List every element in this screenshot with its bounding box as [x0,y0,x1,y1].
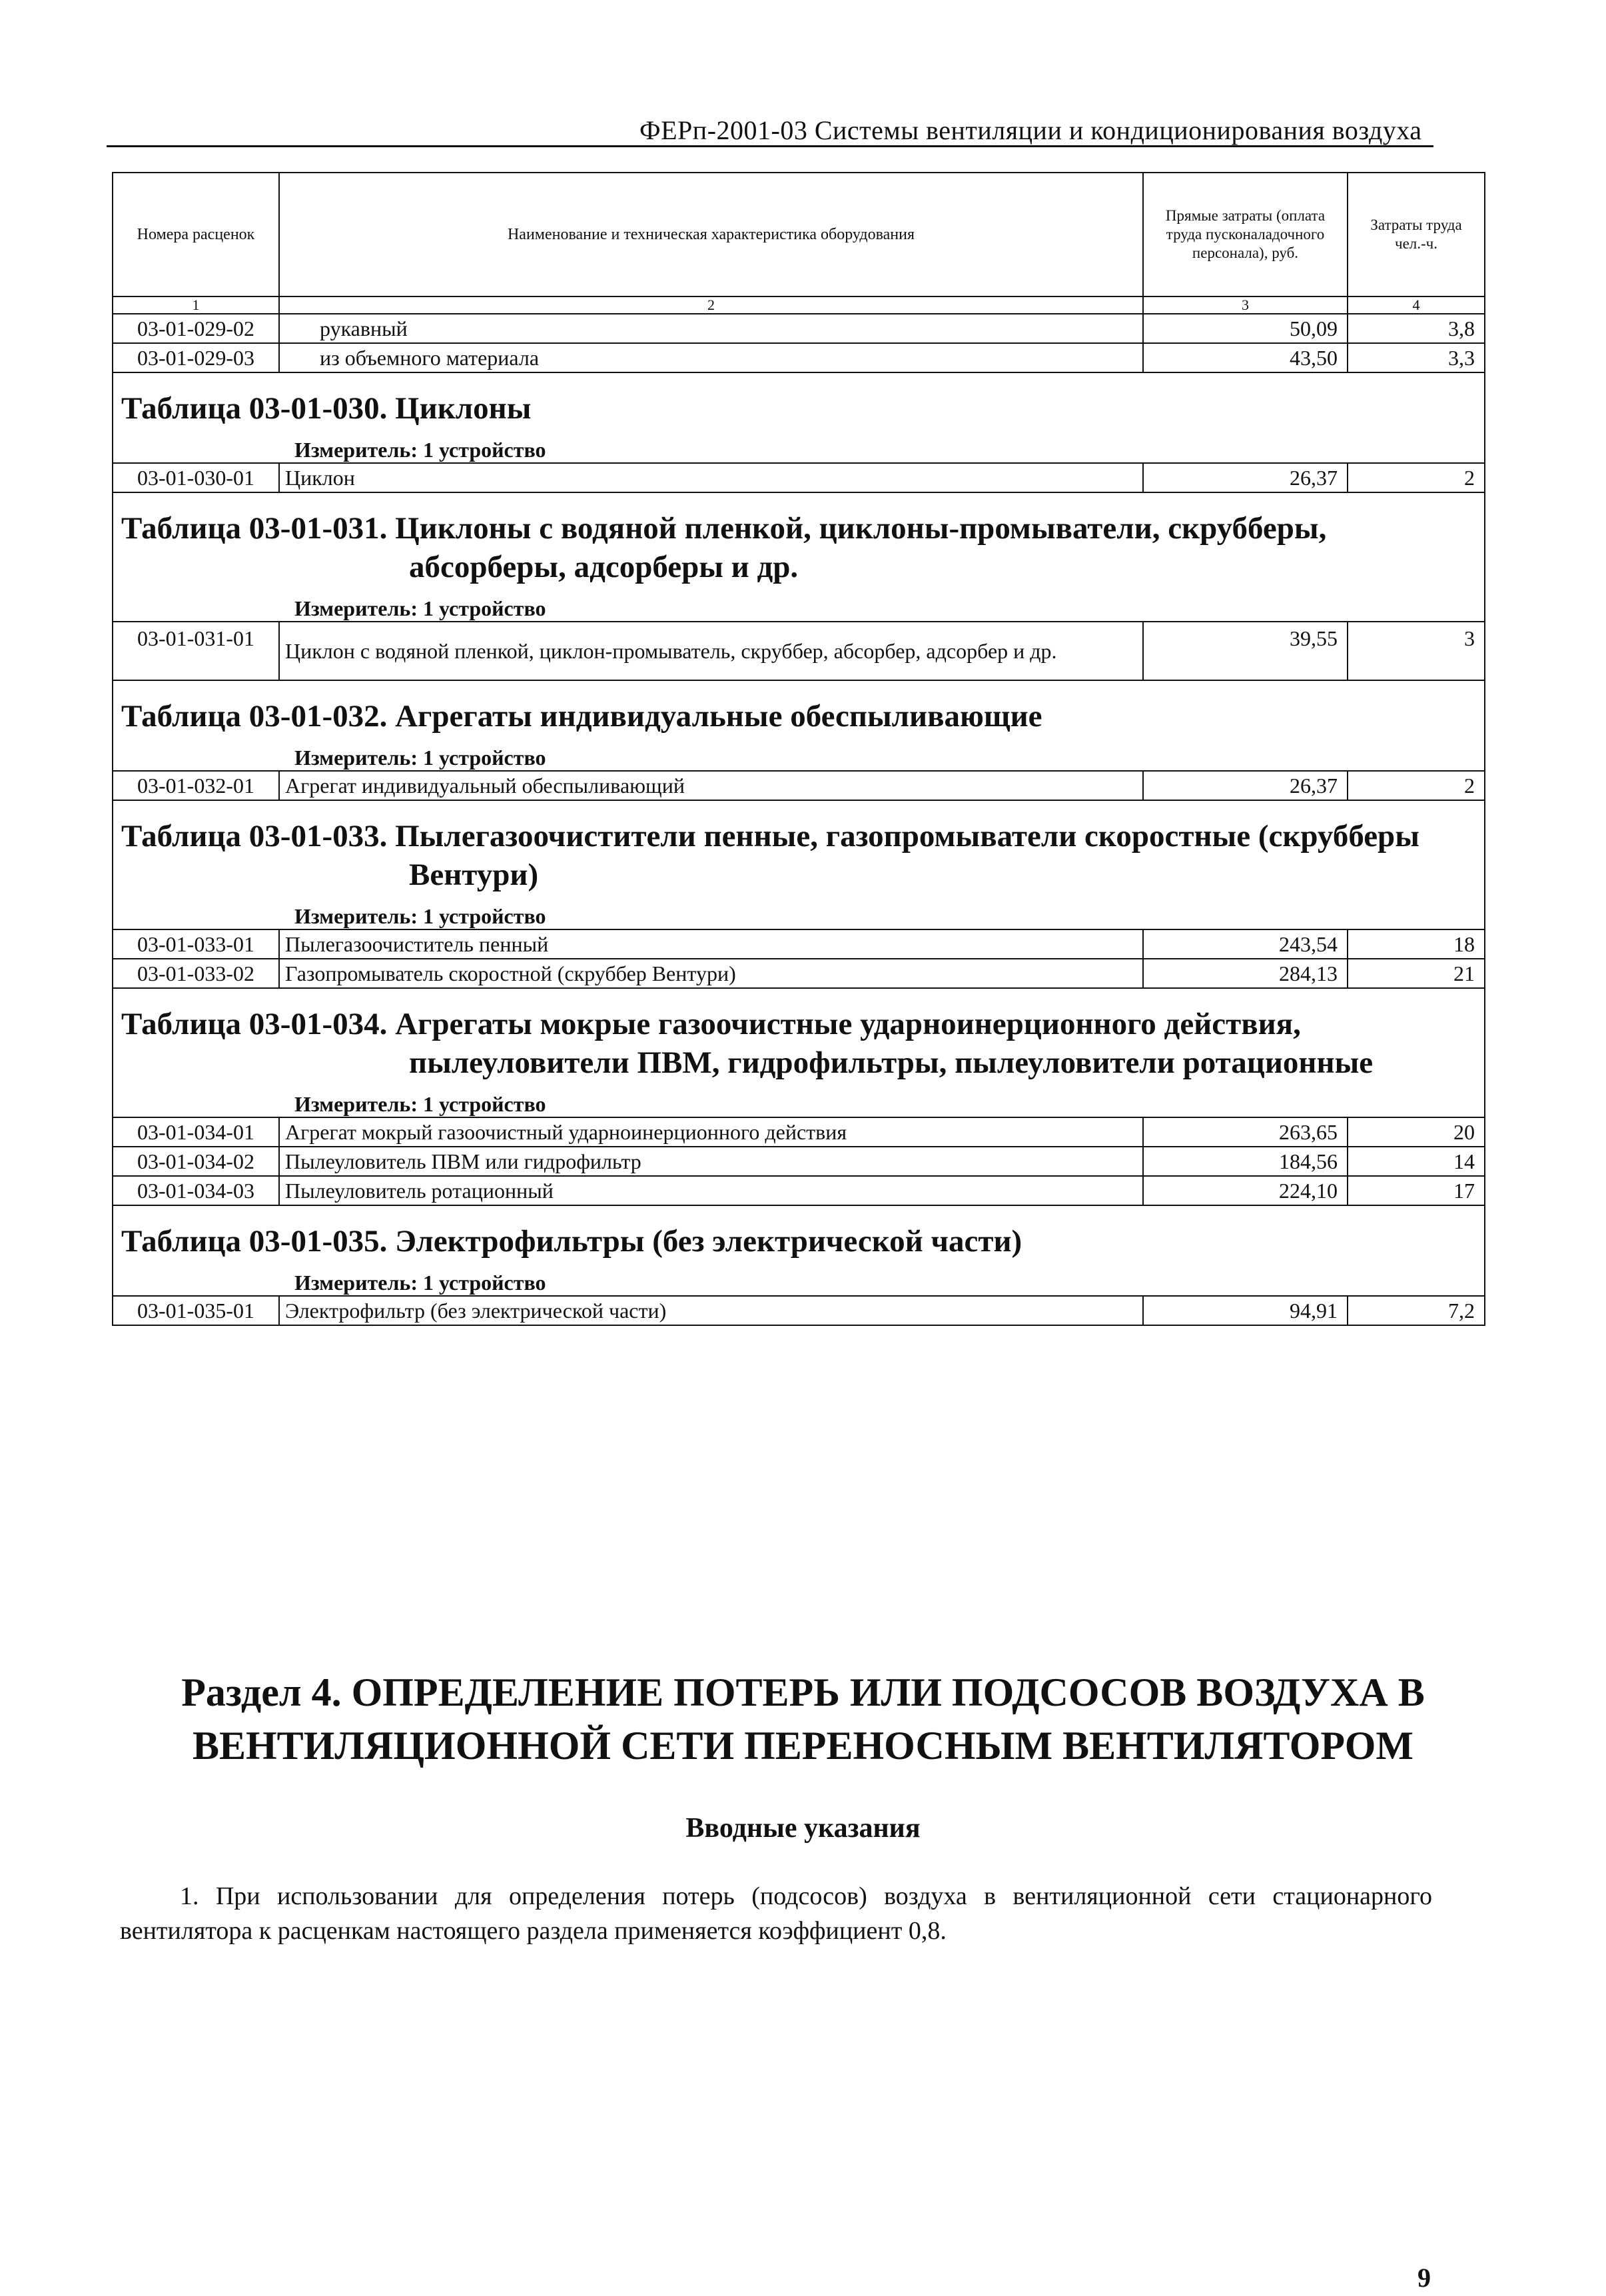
rate-code: 03-01-030-01 [113,463,279,492]
equipment-name: Агрегат мокрый газоочистный ударноинерционного действия [279,1117,1143,1147]
direct-cost: 26,37 [1143,463,1348,492]
table-section-header [113,372,1485,463]
labor-hours: 3,3 [1348,343,1485,372]
column-number-row [113,296,1485,314]
rate-code: 03-01-034-02 [113,1147,279,1176]
column-number: 1 [113,296,279,314]
equipment-name: рукавный [279,314,1143,343]
section-4-heading [0,1666,1606,1772]
equipment-name: Циклон [279,463,1143,492]
equipment-name: Агрегат индивидуальный обеспыливающий [279,771,1143,800]
labor-hours: 3 [1348,622,1485,680]
column-header-labor: Затраты труда чел.-ч. [1348,173,1485,296]
labor-hours: 2 [1348,771,1485,800]
direct-cost: 284,13 [1143,959,1348,988]
column-number: 4 [1348,296,1485,314]
direct-cost: 39,55 [1143,622,1348,680]
intro-heading: Вводные указания [685,1813,921,1844]
table-row [113,929,1485,959]
labor-hours: 2 [1348,463,1485,492]
column-number: 2 [279,296,1143,314]
column-header-name: Наименование и техническая характеристика оборудования [279,173,1143,296]
direct-cost: 94,91 [1143,1296,1348,1325]
labor-hours: 7,2 [1348,1296,1485,1325]
direct-cost: 263,65 [1143,1117,1348,1147]
table-section-header [113,988,1485,1117]
table-section-header [113,492,1485,622]
rate-code: 03-01-029-02 [113,314,279,343]
table-row [113,1147,1485,1176]
section-title: Таблица 03-01-031. Циклоны с водяной пленкой, циклоны-промыватели, скрубберы, абсорберы, адсорберы и др. [121,511,1327,584]
equipment-name: Циклон с водяной пленкой, циклон-промыватель, скруббер, абсорбер, адсорбер и др. [279,622,1143,680]
header-rule [107,145,1433,147]
page-number: 9 [1417,2263,1431,2293]
measure-unit: Измеритель: 1 устройство [294,1092,546,1116]
equipment-name: Пылеуловитель ПВМ или гидрофильтр [279,1147,1143,1176]
direct-cost: 243,54 [1143,929,1348,959]
measure-unit: Измеритель: 1 устройство [294,596,546,620]
section-title: Таблица 03-01-033. Пылегазоочистители пенные, газопромыватели скоростные (скрубберы Вентури) [121,819,1419,892]
equipment-name: из объемного материала [279,343,1143,372]
table-section-header [113,1205,1485,1296]
table-row [113,959,1485,988]
rate-code: 03-01-033-01 [113,929,279,959]
rate-code: 03-01-031-01 [113,622,279,680]
column-number: 3 [1143,296,1348,314]
rate-code: 03-01-034-03 [113,1176,279,1205]
rates-table [112,172,1485,1326]
table-header-row [113,173,1485,296]
direct-cost: 224,10 [1143,1176,1348,1205]
direct-cost: 26,37 [1143,771,1348,800]
table-row [113,314,1485,343]
labor-hours: 14 [1348,1147,1485,1176]
table-row [113,622,1485,680]
labor-hours: 17 [1348,1176,1485,1205]
intro-paragraph: 1. При использовании для определения потерь (подсосов) воздуха в вентиляционной сети стационарного вентилятора к расценкам настоящего раздела применяется коэффициент 0,8. [120,1882,1432,1945]
column-header-codes: Номера расценок [113,173,279,296]
measure-unit: Измеритель: 1 устройство [294,904,546,928]
table-row [113,343,1485,372]
table-row [113,771,1485,800]
measure-unit: Измеритель: 1 устройство [294,1271,546,1295]
running-header-title: ФЕРп-2001-03 Системы вентиляции и кондиционирования воздуха [639,115,1422,145]
table-section-header [113,680,1485,771]
equipment-name: Газопромыватель скоростной (скруббер Вентури) [279,959,1143,988]
direct-cost: 43,50 [1143,343,1348,372]
column-header-direct-costs: Прямые затраты (оплата труда пусконаладочного персонала), руб. [1143,173,1348,296]
table-row [113,463,1485,492]
rate-code: 03-01-035-01 [113,1296,279,1325]
rate-code: 03-01-033-02 [113,959,279,988]
equipment-name: Электрофильтр (без электрической части) [279,1296,1143,1325]
table-row [113,1176,1485,1205]
section-title: Таблица 03-01-030. Циклоны [121,391,532,426]
section-title: Таблица 03-01-034. Агрегаты мокрые газоочистные ударноинерционного действия, пылеуловители ПВМ, гидрофильтры, пылеуловители ротационные [121,1007,1374,1080]
table-section-header [113,800,1485,929]
measure-unit: Измеритель: 1 устройство [294,438,546,462]
labor-hours: 3,8 [1348,314,1485,343]
section-title: Таблица 03-01-035. Электрофильтры (без электрической части) [121,1224,1022,1259]
section-4-title-line-2: ВЕНТИЛЯЦИОННОЙ СЕТИ ПЕРЕНОСНЫМ ВЕНТИЛЯТОРОМ [192,1724,1414,1768]
section-title: Таблица 03-01-032. Агрегаты индивидуальные обеспыливающие [121,699,1042,734]
measure-unit: Измеритель: 1 устройство [294,746,546,770]
equipment-name: Пылегазоочиститель пенный [279,929,1143,959]
rate-code: 03-01-032-01 [113,771,279,800]
rate-code: 03-01-029-03 [113,343,279,372]
table-row [113,1296,1485,1325]
rate-code: 03-01-034-01 [113,1117,279,1147]
section-4-title-line-1: Раздел 4. ОПРЕДЕЛЕНИЕ ПОТЕРЬ ИЛИ ПОДСОСОВ ВОЗДУХА В [181,1670,1425,1714]
labor-hours: 20 [1348,1117,1485,1147]
equipment-name: Пылеуловитель ротационный [279,1176,1143,1205]
table-row [113,1117,1485,1147]
labor-hours: 18 [1348,929,1485,959]
labor-hours: 21 [1348,959,1485,988]
direct-cost: 50,09 [1143,314,1348,343]
direct-cost: 184,56 [1143,1147,1348,1176]
